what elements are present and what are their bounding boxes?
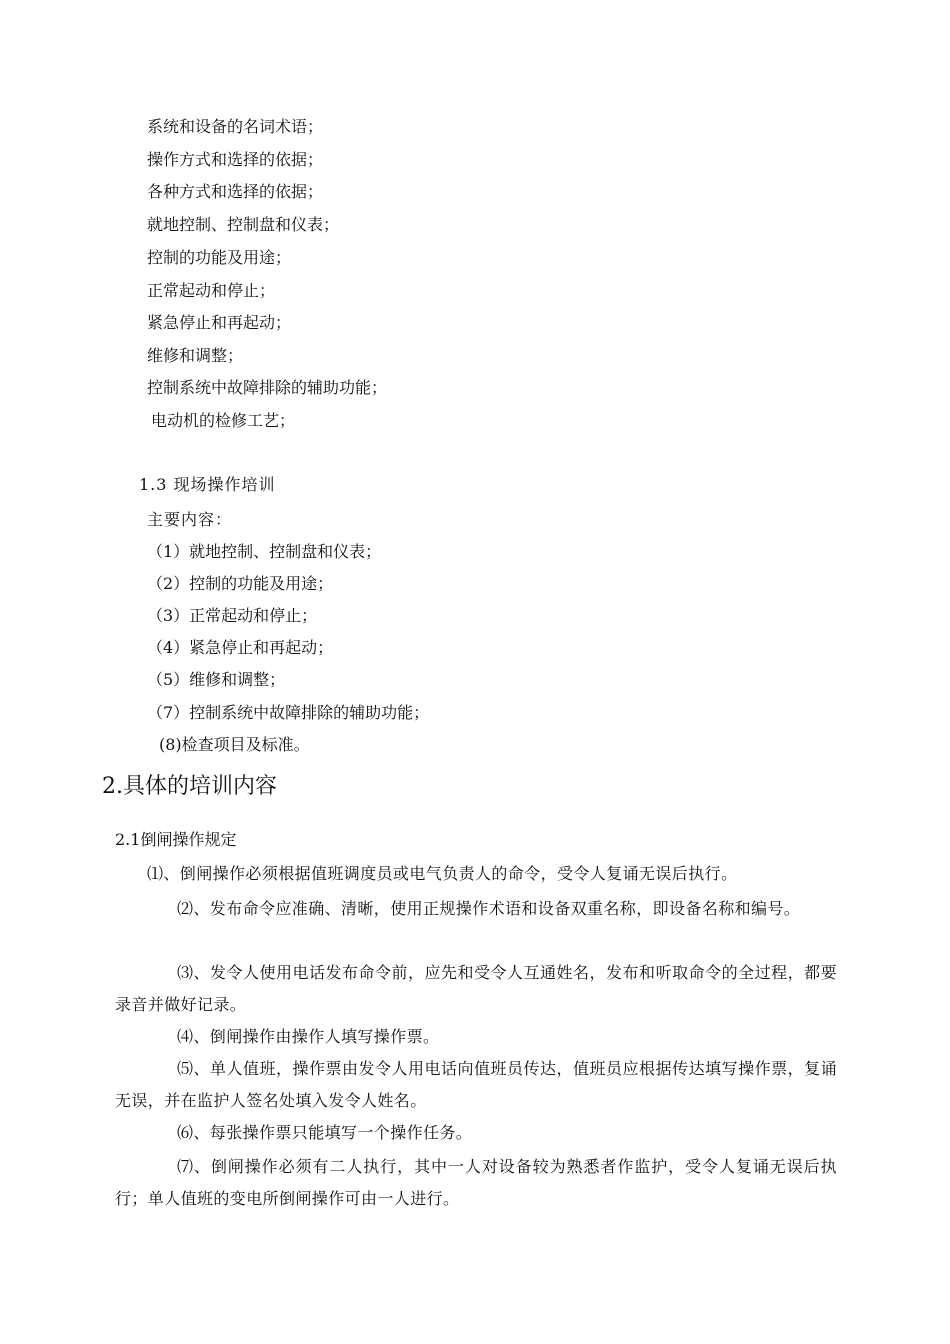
list-item: （2）控制的功能及用途；: [147, 574, 334, 593]
list-item: 正常起动和停止；: [147, 281, 276, 300]
section-2-heading: 2.具体的培训内容: [102, 774, 277, 799]
list-item: 控制的功能及用途；: [147, 248, 292, 267]
section-1-3-heading: 1.3 现场操作培训: [139, 475, 276, 494]
paragraph: ⑹、每张操作票只能填写一个操作任务。: [177, 1123, 473, 1142]
list-item: 系统和设备的名词术语；: [147, 117, 324, 136]
list-item: 操作方式和选择的依据；: [147, 150, 324, 169]
list-item: （5）维修和调整；: [147, 670, 286, 689]
paragraph: ⑴、倒闸操作必须根据值班调度员或电气负责人的命令，受令人复诵无误后执行。: [147, 864, 738, 883]
section-2-1-heading: 2.1倒闸操作规定: [115, 830, 237, 849]
paragraph: ⑸、单人值班，操作票由发令人用电话向值班员传达，值班员应根据传达填写操作票，复诵无误，并在监护人签名处填入发令人姓名。: [115, 1059, 837, 1110]
section-intro: 主要内容：: [147, 510, 233, 529]
list-item: 紧急停止和再起动；: [147, 313, 292, 332]
paragraph: ⑷、倒闸操作由操作人填写操作票。: [177, 1027, 440, 1046]
paragraph: ⑵、发布命令应准确、清晰，使用正规操作术语和设备双重名称，即设备名称和编号。: [177, 899, 801, 918]
list-item: （3）正常起动和停止；: [147, 606, 318, 625]
list-item: （4）紧急停止和再起动；: [147, 638, 334, 657]
list-item: 就地控制、控制盘和仪表；: [147, 215, 340, 234]
paragraph: ⑺、倒闸操作必须有二人执行，其中一人对设备较为熟悉者作监护，受令人复诵无误后执行；单人值班的变电所倒闸操作可由一人进行。: [115, 1157, 837, 1208]
list-item: 电动机的检修工艺；: [151, 411, 296, 430]
list-item: 维修和调整；: [147, 346, 244, 365]
paragraph: ⑶、发令人使用电话发布命令前，应先和受令人互通姓名，发布和听取命令的全过程，都要录音并做好记录。: [115, 963, 837, 1014]
list-item: 各种方式和选择的依据；: [147, 182, 324, 201]
list-item: (8)检查项目及标准。: [159, 735, 310, 754]
list-item: （1）就地控制、控制盘和仪表；: [147, 542, 382, 561]
list-item: 控制系统中故障排除的辅助功能；: [147, 378, 388, 397]
list-item: （7）控制系统中故障排除的辅助功能；: [147, 703, 430, 722]
